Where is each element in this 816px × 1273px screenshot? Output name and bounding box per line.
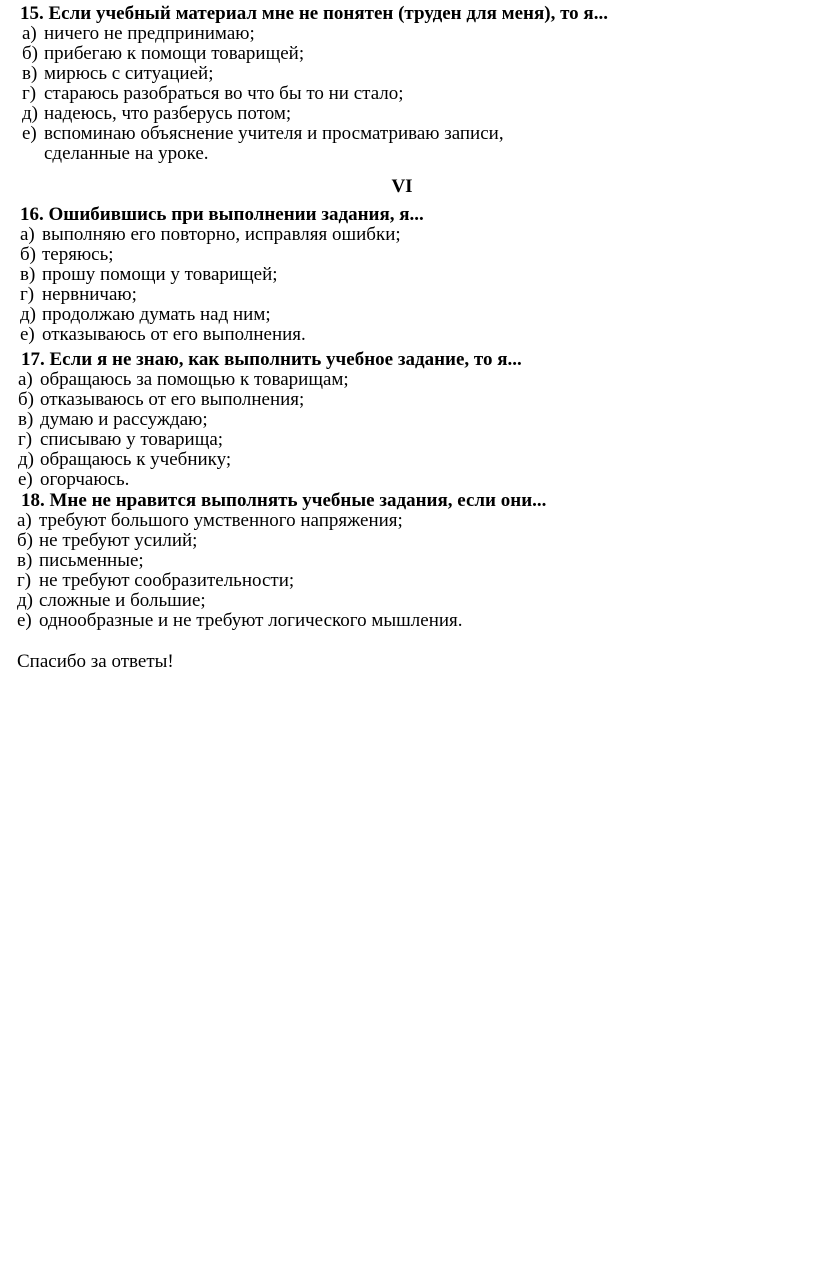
option-text: однообразные и не требуют логического мышления. [39,610,463,631]
question-title: 16. Ошибившись при выполнении задания, я... [20,204,424,225]
answer-option [22,24,608,44]
option-letter: д) [18,449,34,470]
option-text: надеюсь, что разберусь потом; [44,103,292,124]
question-title: 18. Мне не нравится выполнять учебные задания, если они... [21,490,547,511]
question-title: 15. Если учебный материал мне не понятен (труден для меня), то я... [20,3,608,24]
answer-option [18,370,522,390]
option-letter: г) [17,570,32,591]
answer-option [18,430,522,450]
option-letter: в) [22,63,38,84]
answer-option [22,84,608,104]
option-letter: б) [22,43,38,64]
option-letter: в) [18,409,34,430]
answer-option [17,571,546,591]
answer-option [20,245,424,265]
option-letter: д) [22,103,38,124]
option-text: обращаюсь за помощью к товарищам; [40,369,349,390]
option-text: нервничаю; [42,284,137,305]
answer-option [20,285,424,305]
question-16 [20,205,424,345]
option-letter: г) [20,284,35,305]
option-text: вспоминаю объяснение учителя и просматриваю записи, [44,123,504,144]
option-letter: е) [18,469,33,490]
answer-option [17,551,546,571]
answer-option [18,470,522,490]
answer-option [17,531,546,551]
answer-option [22,104,608,124]
option-text: прибегаю к помощи товарищей; [44,43,305,64]
option-text: огорчаюсь. [40,469,130,490]
question-17 [20,350,522,490]
answer-option [18,450,522,470]
option-text: теряюсь; [42,244,114,265]
answer-option [20,325,424,345]
answer-option [20,265,424,285]
option-letter: д) [17,590,33,611]
option-text: требуют большого умственного напряжения; [39,510,403,531]
option-letter: б) [20,244,36,265]
option-text: мирюсь с ситуацией; [44,63,214,84]
answer-option [18,390,522,410]
question-18 [17,490,547,631]
option-letter: г) [18,429,33,450]
option-text: продолжаю думать над ним; [42,304,271,325]
answer-option [17,611,546,631]
option-text: прошу помощи у товарищей; [42,264,278,285]
question-15 [20,4,608,164]
option-letter: а) [20,224,35,245]
option-text: обращаюсь к учебнику; [40,449,232,470]
option-text: списываю у товарища; [40,429,224,450]
option-continuation: сделанные на уроке. [44,143,209,164]
answer-option [22,124,608,144]
option-text: отказываюсь от его выполнения. [42,324,306,345]
section-number: VI [391,176,413,197]
option-text: ничего не предпринимаю; [44,23,255,44]
option-letter: е) [22,123,37,144]
question-title: 17. Если я не знаю, как выполнить учебное задание, то я... [21,349,522,370]
section-heading [0,177,816,197]
answer-option [17,511,546,531]
option-text: отказываюсь от его выполнения; [40,389,305,410]
answer-option [22,64,608,84]
option-letter: б) [18,389,34,410]
option-text: стараюсь разобраться во что бы то ни стало; [44,83,404,104]
option-letter: а) [17,510,32,531]
answer-option [22,44,608,64]
answer-option [20,305,424,325]
answer-option [18,410,522,430]
option-letter: в) [20,264,36,285]
option-text: письменные; [39,550,144,571]
option-text: сложные и большие; [39,590,206,611]
option-letter: б) [17,530,33,551]
option-text: не требуют сообразительности; [39,570,295,591]
option-text: думаю и рассуждаю; [40,409,208,430]
closing-thanks: Спасибо за ответы! [17,651,174,672]
option-letter: а) [18,369,33,390]
option-letter: г) [22,83,37,104]
answer-option [20,225,424,245]
option-text: выполняю его повторно, исправляя ошибки; [42,224,401,245]
option-letter: е) [17,610,32,631]
option-letter: а) [22,23,37,44]
option-letter: е) [20,324,35,345]
option-letter: д) [20,304,36,325]
option-text: не требуют усилий; [39,530,198,551]
option-letter: в) [17,550,33,571]
answer-option [17,591,546,611]
